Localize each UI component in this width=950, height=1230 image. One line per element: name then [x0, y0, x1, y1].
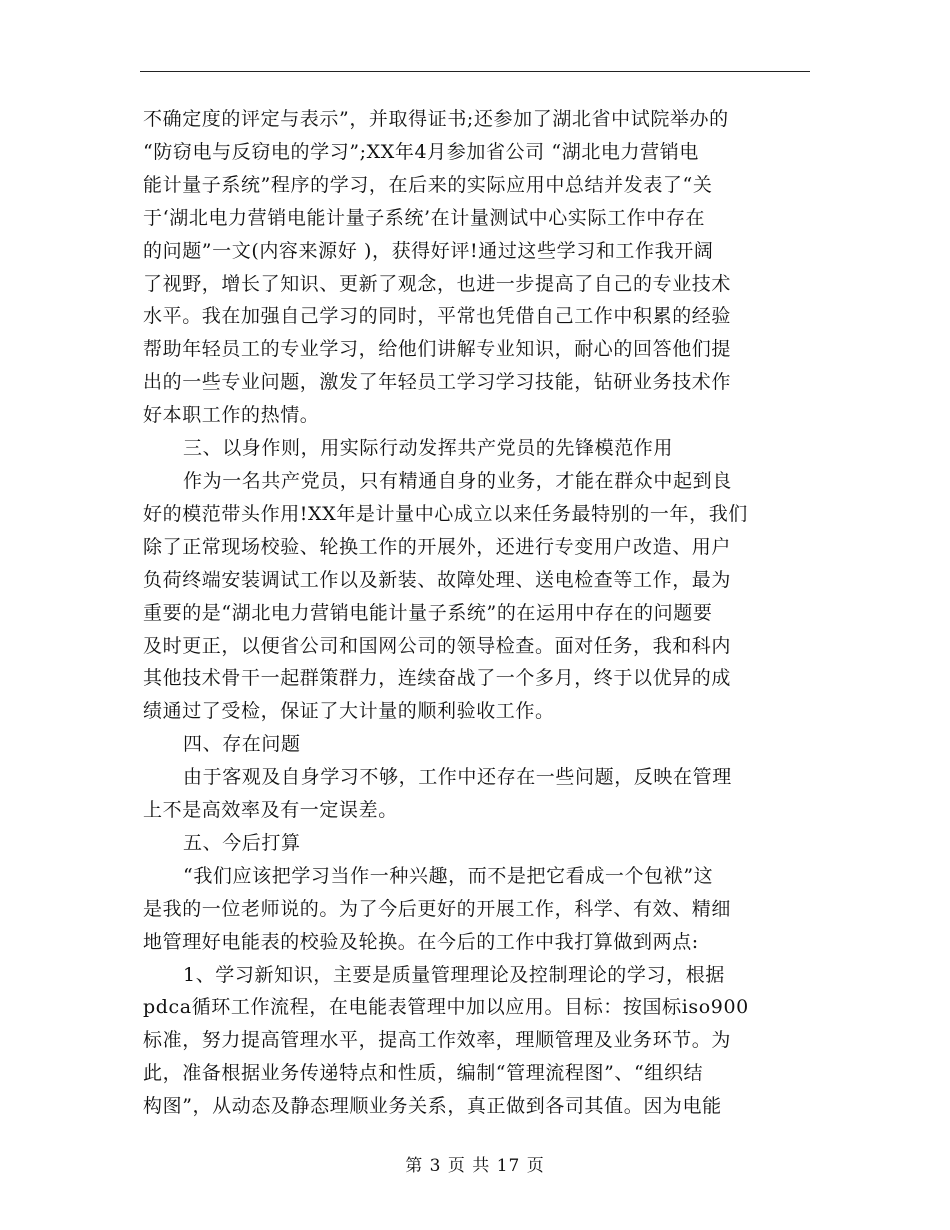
- text-line: 的问题”一文(内容来源好 )，获得好评!通过这些学习和工作我开阔: [143, 239, 714, 262]
- text-line: 不确定度的评定与表示”，并取得证书;还参加了湖北省中试院举办的: [143, 108, 729, 130]
- text-line: 好本职工作的热情。: [143, 404, 320, 427]
- text-line: 于‘湖北电力营销电能计量子系统’在计量测试中心实际工作中存在: [143, 206, 706, 229]
- text-line: “我们应该把学习当作一种兴趣，而不是把它看成一个包袱”这: [183, 864, 714, 887]
- text-line: 帮助年轻员工的专业学习，给他们讲解专业知识，耐心的回答他们提: [143, 338, 732, 361]
- text-line: 是我的一位老师说的。为了今后更好的开展工作，科学、有效、精细: [143, 897, 732, 920]
- text-line: “防窃电与反窃电的学习”;XX年4月参加省公司 “湖北电力营销电: [143, 140, 699, 163]
- text-line: 重要的是“湖北电力营销电能计量子系统”的在运用中存在的问题要: [143, 601, 713, 624]
- text-line: 及时更正，以便省公司和国网公司的领导检查。面对任务，我和科内: [143, 634, 732, 657]
- text-line: 五、今后打算: [183, 831, 301, 854]
- text-line: 此，准备根据业务传递特点和性质，编制“管理流程图”、“组织结: [143, 1062, 704, 1085]
- text-line: 由于客观及自身学习不够，工作中还存在一些问题，反映在管理: [183, 766, 732, 789]
- document-body: [143, 103, 813, 1123]
- text-line: 构图”，从动态及静态理顺业务关系，真正做到各司其值。因为电能: [143, 1095, 722, 1118]
- text-line: 绩通过了受检，保证了大计量的顺利验收工作。: [143, 700, 555, 723]
- text-line: 四、存在问题: [183, 733, 301, 756]
- text-line: 标准，努力提高管理水平，提高工作效率，理顺管理及业务环节。为: [143, 1029, 732, 1052]
- text-line: 三、以身作则，用实际行动发挥共产党员的先锋模范作用: [183, 437, 674, 460]
- text-line: 水平。我在加强自己学习的同时，平常也凭借自己工作中积累的经验: [143, 305, 732, 328]
- text-line: 除了正常现场校验、轮换工作的开展外，还进行专变用户改造、用户: [143, 535, 732, 558]
- text-line: 出的一些专业问题，激发了年轻员工学习学习技能，钻研业务技术作: [143, 371, 732, 394]
- text-line: 了视野，增长了知识、更新了观念，也进一步提高了自己的专业技术: [143, 272, 732, 295]
- text-line: 好的模范带头作用!XX年是计量中心成立以来任务最特别的一年，我们: [143, 502, 748, 525]
- page-footer: 第 3 页 共 17 页: [405, 1156, 545, 1176]
- text-line: 1、学习新知识，主要是质量管理理论及控制理论的学习，根据: [183, 963, 725, 986]
- text-line: 能计量子系统”程序的学习，在后来的实际应用中总结并发表了“关: [143, 173, 713, 196]
- text-line: 上不是高效率及有一定误差。: [143, 799, 398, 822]
- text-line: 地管理好电能表的校验及轮换。在今后的工作中我打算做到两点:: [143, 930, 699, 953]
- text-line: 负荷终端安装调试工作以及新装、故障处理、送电检查等工作，最为: [143, 568, 732, 591]
- text-line: 作为一名共产党员，只有精通自身的业务，才能在群众中起到良: [183, 469, 732, 492]
- header-rule: [140, 71, 810, 72]
- text-line: 其他技术骨干一起群策群力，连续奋战了一个多月，终于以优异的成: [143, 667, 732, 690]
- text-line: pdca循环工作流程，在电能表管理中加以应用。目标：按国标iso900: [143, 996, 749, 1019]
